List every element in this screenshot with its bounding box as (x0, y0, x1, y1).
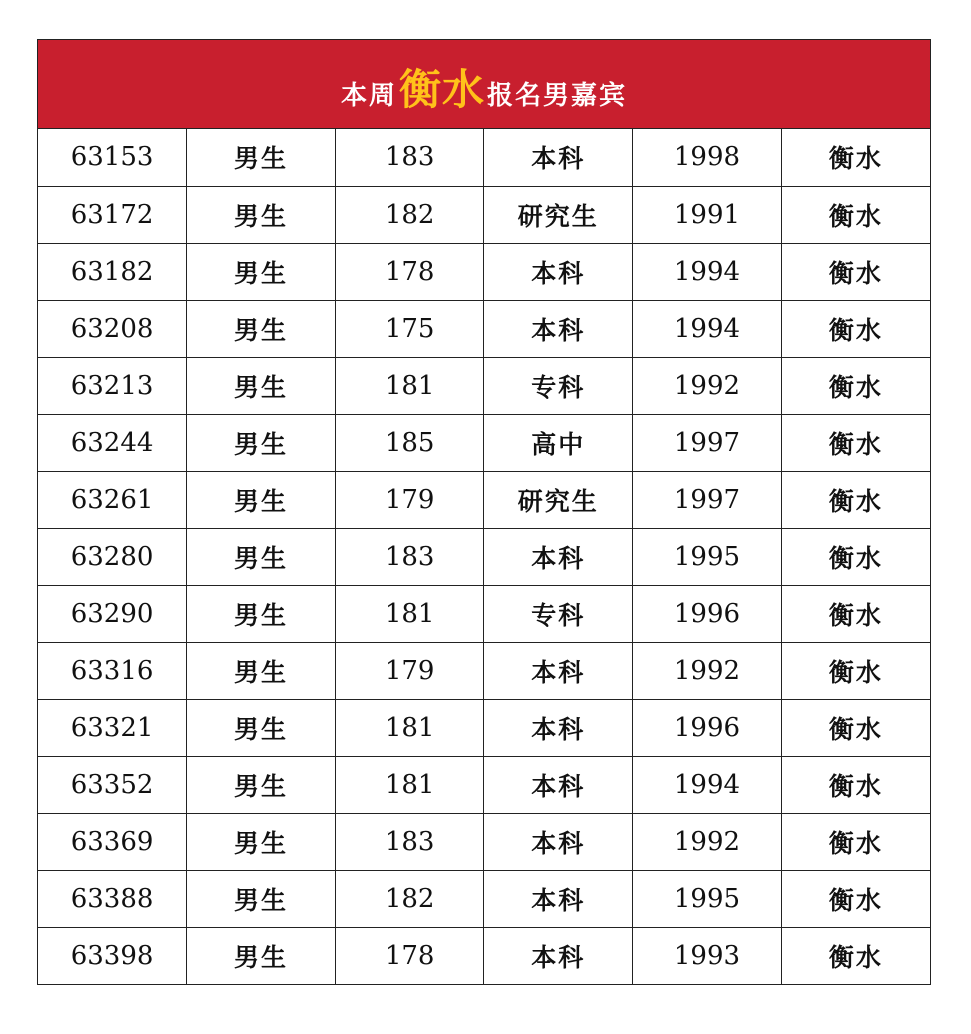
cell-height: 175 (335, 300, 484, 357)
cell-gender: 男生 (187, 471, 336, 528)
cell-id: 63153 (38, 129, 187, 186)
cell-education: 本科 (484, 870, 633, 927)
cell-id: 63321 (38, 699, 187, 756)
table-row (38, 129, 930, 186)
title-highlight-city: 衡水 (398, 65, 485, 114)
cell-gender: 男生 (187, 813, 336, 870)
cell-gender: 男生 (187, 243, 336, 300)
table-row (38, 870, 930, 927)
cell-birth-year: 1994 (633, 300, 782, 357)
table-row (38, 642, 930, 699)
cell-birth-year: 1993 (633, 927, 782, 984)
title-prefix: 本周 (340, 81, 397, 111)
cell-id: 63172 (38, 186, 187, 243)
table-row (38, 186, 930, 243)
cell-id: 63388 (38, 870, 187, 927)
cell-gender: 男生 (187, 357, 336, 414)
cell-birth-year: 1998 (633, 129, 782, 186)
cell-education: 专科 (484, 585, 633, 642)
cell-birth-year: 1995 (633, 528, 782, 585)
cell-education: 研究生 (484, 471, 633, 528)
table-row (38, 300, 930, 357)
cell-gender: 男生 (187, 642, 336, 699)
table-row (38, 756, 930, 813)
cell-height: 178 (335, 927, 484, 984)
guest-list-sheet (37, 39, 931, 985)
cell-birth-year: 1991 (633, 186, 782, 243)
cell-gender: 男生 (187, 870, 336, 927)
cell-education: 专科 (484, 357, 633, 414)
cell-id: 63244 (38, 414, 187, 471)
cell-height: 185 (335, 414, 484, 471)
cell-birth-year: 1994 (633, 756, 782, 813)
cell-birth-year: 1994 (633, 243, 782, 300)
cell-city: 衡水 (781, 870, 930, 927)
table-row (38, 357, 930, 414)
cell-education: 本科 (484, 699, 633, 756)
cell-city: 衡水 (781, 756, 930, 813)
cell-id: 63208 (38, 300, 187, 357)
cell-city: 衡水 (781, 528, 930, 585)
table-row (38, 699, 930, 756)
cell-id: 63213 (38, 357, 187, 414)
cell-birth-year: 1992 (633, 813, 782, 870)
cell-gender: 男生 (187, 414, 336, 471)
cell-birth-year: 1992 (633, 642, 782, 699)
cell-id: 63261 (38, 471, 187, 528)
cell-education: 本科 (484, 129, 633, 186)
cell-height: 182 (335, 186, 484, 243)
guest-table-body (38, 129, 930, 984)
page-title (341, 57, 627, 117)
table-row (38, 927, 930, 984)
cell-city: 衡水 (781, 300, 930, 357)
cell-height: 179 (335, 642, 484, 699)
cell-id: 63182 (38, 243, 187, 300)
cell-id: 63398 (38, 927, 187, 984)
cell-gender: 男生 (187, 927, 336, 984)
table-row (38, 243, 930, 300)
cell-education: 研究生 (484, 186, 633, 243)
cell-city: 衡水 (781, 357, 930, 414)
cell-city: 衡水 (781, 642, 930, 699)
cell-birth-year: 1997 (633, 414, 782, 471)
cell-gender: 男生 (187, 129, 336, 186)
cell-city: 衡水 (781, 186, 930, 243)
title-banner (38, 40, 930, 129)
table-row (38, 528, 930, 585)
cell-birth-year: 1995 (633, 870, 782, 927)
cell-birth-year: 1997 (633, 471, 782, 528)
cell-gender: 男生 (187, 186, 336, 243)
cell-height: 183 (335, 129, 484, 186)
cell-gender: 男生 (187, 756, 336, 813)
cell-gender: 男生 (187, 300, 336, 357)
cell-gender: 男生 (187, 699, 336, 756)
cell-city: 衡水 (781, 813, 930, 870)
cell-height: 181 (335, 585, 484, 642)
cell-birth-year: 1996 (633, 585, 782, 642)
cell-city: 衡水 (781, 699, 930, 756)
cell-height: 181 (335, 357, 484, 414)
guest-table (38, 129, 930, 984)
table-row (38, 585, 930, 642)
table-row (38, 471, 930, 528)
cell-education: 高中 (484, 414, 633, 471)
cell-height: 183 (335, 813, 484, 870)
cell-height: 183 (335, 528, 484, 585)
cell-city: 衡水 (781, 414, 930, 471)
cell-education: 本科 (484, 927, 633, 984)
cell-height: 182 (335, 870, 484, 927)
cell-height: 178 (335, 243, 484, 300)
cell-height: 181 (335, 756, 484, 813)
cell-city: 衡水 (781, 243, 930, 300)
cell-city: 衡水 (828, 942, 883, 972)
cell-birth-year: 1996 (633, 699, 782, 756)
cell-birth-year: 1992 (633, 357, 782, 414)
cell-city: 衡水 (781, 471, 930, 528)
cell-gender: 男生 (187, 528, 336, 585)
cell-education: 本科 (484, 300, 633, 357)
table-row (38, 813, 930, 870)
cell-id: 63316 (38, 642, 187, 699)
cell-education: 本科 (484, 528, 633, 585)
cell-city: 衡水 (781, 585, 930, 642)
cell-gender: 男生 (187, 585, 336, 642)
cell-id: 63290 (38, 585, 187, 642)
cell-id: 63280 (38, 528, 187, 585)
title-suffix: 报名男嘉宾 (487, 81, 628, 111)
cell-education: 本科 (484, 813, 633, 870)
table-row (38, 414, 930, 471)
cell-height: 179 (335, 471, 484, 528)
cell-id: 63352 (38, 756, 187, 813)
cell-education: 本科 (484, 756, 633, 813)
cell-education: 本科 (484, 243, 633, 300)
cell-city: 衡水 (781, 129, 930, 186)
cell-height: 181 (335, 699, 484, 756)
cell-education: 本科 (484, 642, 633, 699)
cell-id: 63369 (38, 813, 187, 870)
